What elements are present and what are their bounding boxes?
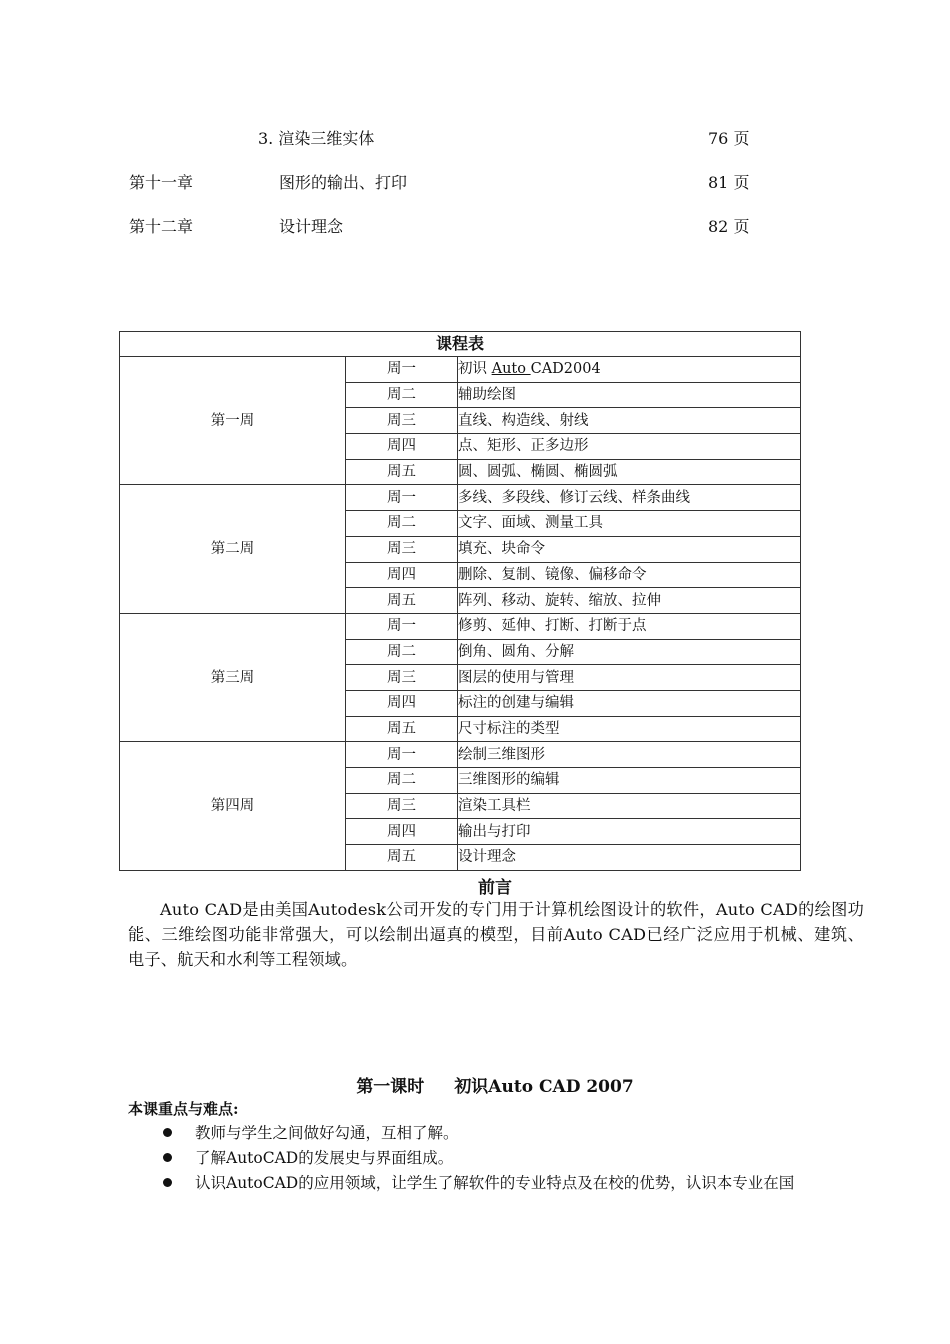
topic-text-underlined: Auto xyxy=(491,361,531,378)
list-item xyxy=(0,1146,950,1171)
table-caption: 课程表 xyxy=(120,332,801,357)
lesson-title-left: 第一课时 xyxy=(356,1077,425,1097)
table-row xyxy=(120,613,801,639)
day-label: 周一 xyxy=(346,357,458,383)
topic-cell: 修剪、延伸、打断、打断于点 xyxy=(458,613,801,639)
topic-cell: 多线、多段线、修订云线、样条曲线 xyxy=(458,485,801,511)
topic-text: 初识 xyxy=(458,361,492,378)
topic-cell: 尺寸标注的类型 xyxy=(458,716,801,742)
list-item xyxy=(0,1171,950,1196)
topic-cell: 辅助绘图 xyxy=(458,382,801,408)
day-label: 周一 xyxy=(346,485,458,511)
toc-row xyxy=(0,170,950,194)
toc-chapter: 第十二章 xyxy=(129,217,194,236)
day-label: 周四 xyxy=(346,562,458,588)
toc-title: 图形的输出、打印 xyxy=(279,173,408,192)
day-label: 周四 xyxy=(346,819,458,845)
topic-cell: 倒角、圆角、分解 xyxy=(458,639,801,665)
day-label: 周一 xyxy=(346,613,458,639)
day-label: 周五 xyxy=(346,716,458,742)
week-label: 第一周 xyxy=(120,357,346,485)
lesson-title-right: 初识Auto CAD 2007 xyxy=(454,1077,634,1097)
toc-title: 设计理念 xyxy=(279,217,344,236)
week-label: 第二周 xyxy=(120,485,346,613)
day-label: 周三 xyxy=(346,408,458,434)
topic-cell: 删除、复制、镜像、偏移命令 xyxy=(458,562,801,588)
list-item-text: 教师与学生之间做好勾通，互相了解。 xyxy=(195,1124,459,1142)
list-item-text: 了解AutoCAD的发展史与界面组成。 xyxy=(195,1149,454,1167)
day-label: 周三 xyxy=(346,665,458,691)
day-label: 周二 xyxy=(346,639,458,665)
topic-cell: 填充、块命令 xyxy=(458,536,801,562)
day-label: 周四 xyxy=(346,434,458,460)
topic-cell: 圆、圆弧、椭圆、椭圆弧 xyxy=(458,459,801,485)
toc-page: 76 页 xyxy=(708,129,750,148)
table-row xyxy=(120,485,801,511)
table-caption-row xyxy=(120,332,801,357)
toc-page: 82 页 xyxy=(708,217,750,236)
day-label: 周五 xyxy=(346,588,458,614)
list-item-text: 认识AutoCAD的应用领域，让学生了解软件的专业特点及在校的优势，认识本专业在国 xyxy=(195,1174,795,1192)
topic-cell: 输出与打印 xyxy=(458,819,801,845)
topic-cell: 直线、构造线、射线 xyxy=(458,408,801,434)
week-label: 第四周 xyxy=(120,742,346,870)
preface-title: 前言 xyxy=(478,878,512,898)
toc-title: 3. 渲染三维实体 xyxy=(258,129,375,148)
topic-cell: 渲染工具栏 xyxy=(458,793,801,819)
topic-text: CAD2004 xyxy=(530,361,601,378)
day-label: 周二 xyxy=(346,382,458,408)
day-label: 周一 xyxy=(346,742,458,768)
bullet-dot-icon xyxy=(163,1153,172,1162)
topic-cell: 三维图形的编辑 xyxy=(458,768,801,794)
day-label: 周四 xyxy=(346,690,458,716)
keypoints-list xyxy=(0,1121,950,1196)
day-label: 周三 xyxy=(346,793,458,819)
preface-body: Auto CAD是由美国Autodesk公司开发的专门用于计算机绘图设计的软件，Auto CAD的绘图功能、三维绘图功能非常强大，可以绘制出逼真的模型，目前Auto CAD已经广泛应用于机械、建筑、电子、航天和水利等工程领域。 xyxy=(128,900,864,969)
keypoints-label: 本课重点与难点: xyxy=(128,1100,239,1118)
topic-cell: 图层的使用与管理 xyxy=(458,665,801,691)
topic-cell: 点、矩形、正多边形 xyxy=(458,434,801,460)
toc-chapter: 第十一章 xyxy=(129,173,194,192)
toc-row xyxy=(0,126,950,150)
day-label: 周三 xyxy=(346,536,458,562)
bullet-dot-icon xyxy=(163,1128,172,1137)
topic-cell: 文字、面域、测量工具 xyxy=(458,511,801,537)
day-label: 周五 xyxy=(346,845,458,871)
day-label: 周五 xyxy=(346,459,458,485)
topic-cell xyxy=(458,357,801,383)
topic-cell: 标注的创建与编辑 xyxy=(458,690,801,716)
day-label: 周二 xyxy=(346,511,458,537)
topic-cell: 设计理念 xyxy=(458,845,801,871)
list-item xyxy=(0,1121,950,1146)
course-schedule-table xyxy=(119,331,801,871)
table-row xyxy=(120,357,801,383)
lesson-title xyxy=(0,1072,950,1097)
toc-page: 81 页 xyxy=(708,173,750,192)
toc-row xyxy=(0,214,950,238)
table-row xyxy=(120,742,801,768)
topic-cell: 绘制三维图形 xyxy=(458,742,801,768)
bullet-dot-icon xyxy=(163,1178,172,1187)
day-label: 周二 xyxy=(346,768,458,794)
week-label: 第三周 xyxy=(120,613,346,741)
topic-cell: 阵列、移动、旋转、缩放、拉伸 xyxy=(458,588,801,614)
